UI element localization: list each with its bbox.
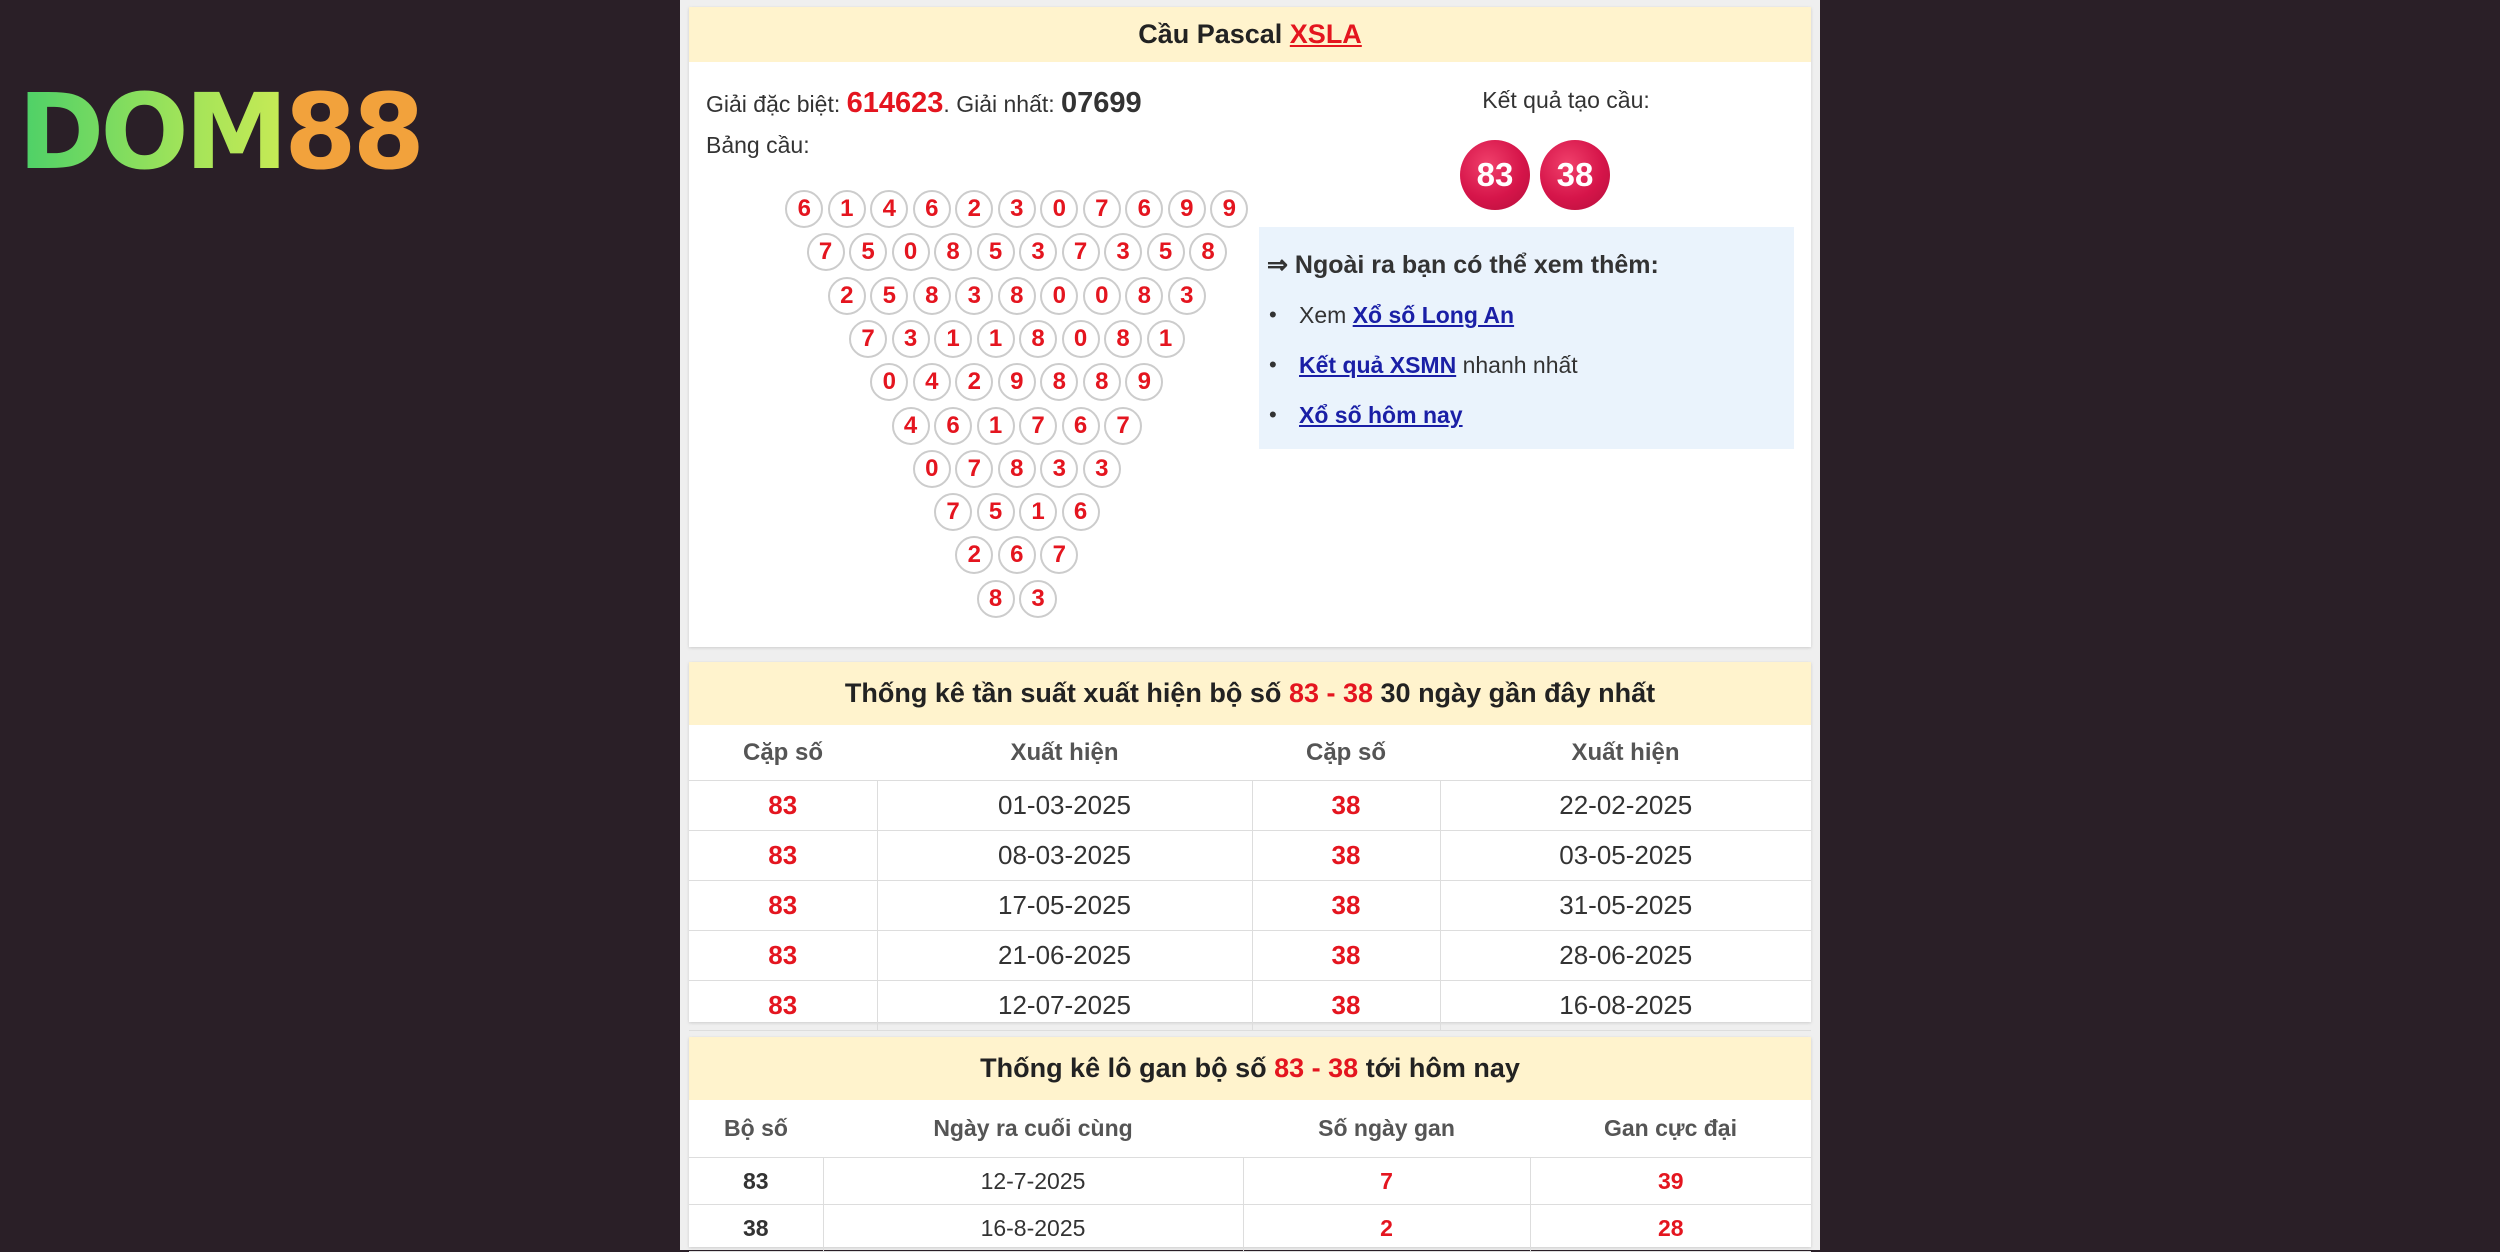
triangle-digit: 3 xyxy=(998,190,1036,228)
triangle-row xyxy=(807,233,1232,273)
result-ball: 83 xyxy=(1460,140,1530,210)
triangle-digit: 8 xyxy=(1104,320,1142,358)
column-header: Gan cực đại xyxy=(1530,1100,1811,1158)
see-more-box xyxy=(1259,227,1794,449)
triangle-digit: 9 xyxy=(1125,363,1163,401)
page-content xyxy=(680,0,1820,1250)
see-more-item xyxy=(1267,397,1578,447)
triangle-digit: 8 xyxy=(1125,277,1163,315)
triangle-digit: 8 xyxy=(1189,233,1227,271)
triangle-digit: 7 xyxy=(1062,233,1100,271)
triangle-digit: 9 xyxy=(1168,190,1206,228)
table-row xyxy=(689,781,1811,831)
frequency-title-suffix: 30 ngày gần đây nhất xyxy=(1380,678,1656,708)
triangle-digit: 7 xyxy=(934,493,972,531)
triangle-digit: 3 xyxy=(892,320,930,358)
triangle-row xyxy=(785,190,1253,230)
triangle-digit: 6 xyxy=(998,536,1036,574)
triangle-digit: 0 xyxy=(1040,277,1078,315)
frequency-title xyxy=(689,662,1811,725)
table-row xyxy=(689,1205,1811,1252)
gan-days-cell: 7 xyxy=(1243,1158,1530,1205)
xsla-link[interactable]: XSLA xyxy=(1289,19,1362,49)
first-prize-value: 07699 xyxy=(1061,87,1142,119)
triangle-digit: 6 xyxy=(913,190,951,228)
triangle-digit: 8 xyxy=(998,277,1036,315)
triangle-digit: 7 xyxy=(1104,407,1142,445)
triangle-digit: 7 xyxy=(1019,407,1057,445)
pascal-title xyxy=(689,7,1811,62)
column-header: Xuất hiện xyxy=(877,725,1252,781)
table-header-row xyxy=(689,1100,1811,1158)
table-row xyxy=(689,1158,1811,1205)
pascal-card xyxy=(689,7,1811,647)
pair-cell: 38 xyxy=(1252,781,1440,831)
pair-cell: 38 xyxy=(1252,831,1440,881)
triangle-digit: 9 xyxy=(998,363,1036,401)
triangle-digit: 0 xyxy=(892,233,930,271)
triangle-digit: 7 xyxy=(1083,190,1121,228)
gan-card xyxy=(689,1037,1811,1247)
triangle-digit: 9 xyxy=(1210,190,1248,228)
date-cell: 16-08-2025 xyxy=(1440,981,1811,1031)
pair-cell: 83 xyxy=(689,881,877,931)
gan-title-suffix: tới hôm nay xyxy=(1365,1053,1520,1083)
pair-cell: 83 xyxy=(689,831,877,881)
triangle-digit: 1 xyxy=(934,320,972,358)
triangle-digit: 5 xyxy=(977,493,1015,531)
xo-so-hom-nay-link[interactable]: Xổ số hôm nay xyxy=(1299,402,1463,428)
column-header: Cặp số xyxy=(689,725,877,781)
triangle-digit: 8 xyxy=(977,580,1015,618)
triangle-digit: 1 xyxy=(1019,493,1057,531)
table-row xyxy=(689,831,1811,881)
result-ball: 38 xyxy=(1540,140,1610,210)
triangle-digit: 8 xyxy=(1040,363,1078,401)
triangle-digit: 6 xyxy=(1062,407,1100,445)
triangle-digit: 3 xyxy=(1019,233,1057,271)
triangle-digit: 1 xyxy=(977,320,1015,358)
triangle-digit: 3 xyxy=(1019,580,1057,618)
triangle-row xyxy=(828,277,1211,317)
triangle-digit: 3 xyxy=(1040,450,1078,488)
xo-so-long-an-link[interactable]: Xổ số Long An xyxy=(1352,302,1515,328)
triangle-digit: 0 xyxy=(1040,190,1078,228)
triangle-digit: 8 xyxy=(934,233,972,271)
pair-cell: 38 xyxy=(689,1205,823,1252)
prize-line xyxy=(706,87,1142,120)
triangle-row xyxy=(913,450,1126,490)
see-more-item xyxy=(1267,297,1578,347)
see-more-prefix: Xem xyxy=(1299,302,1353,328)
triangle-digit: 2 xyxy=(955,190,993,228)
gan-table xyxy=(689,1100,1811,1252)
column-header: Bộ số xyxy=(689,1100,823,1158)
triangle-digit: 8 xyxy=(913,277,951,315)
triangle-digit: 3 xyxy=(1083,450,1121,488)
pair-cell: 38 xyxy=(1252,881,1440,931)
triangle-digit: 8 xyxy=(1083,363,1121,401)
gan-title-pair: 83 - 38 xyxy=(1274,1053,1359,1083)
ket-qua-xsmn-link[interactable]: Kết quả XSMN xyxy=(1299,352,1457,378)
triangle-digit: 7 xyxy=(955,450,993,488)
triangle-digit: 1 xyxy=(977,407,1015,445)
frequency-title-prefix: Thống kê tần suất xuất hiện bộ số xyxy=(844,678,1282,708)
pair-cell: 83 xyxy=(689,1158,823,1205)
column-header: Số ngày gan xyxy=(1243,1100,1530,1158)
triangle-digit: 6 xyxy=(785,190,823,228)
pair-cell: 38 xyxy=(1252,931,1440,981)
table-row xyxy=(689,981,1811,1031)
logo-text-dom: DOM xyxy=(18,71,285,193)
column-header: Xuất hiện xyxy=(1440,725,1811,781)
gan-title-prefix: Thống kê lô gan bộ số xyxy=(980,1053,1267,1083)
triangle-digit: 6 xyxy=(1062,493,1100,531)
result-label: Kết quả tạo cầu: xyxy=(1482,87,1650,113)
gan-title xyxy=(689,1037,1811,1100)
special-prize-label: Giải đặc biệt: xyxy=(706,91,841,117)
gan-days-cell: 2 xyxy=(1243,1205,1530,1252)
gan-max-cell: 39 xyxy=(1530,1158,1811,1205)
table-row xyxy=(689,881,1811,931)
triangle-digit: 5 xyxy=(1147,233,1185,271)
date-cell: 01-03-2025 xyxy=(877,781,1252,831)
triangle-row xyxy=(892,407,1147,447)
triangle-row xyxy=(934,493,1104,533)
first-prize-label: . Giải nhất: xyxy=(943,91,1055,117)
date-cell: 28-06-2025 xyxy=(1440,931,1811,981)
frequency-table xyxy=(689,725,1811,1031)
triangle-digit: 5 xyxy=(977,233,1015,271)
dom88-logo[interactable] xyxy=(18,71,421,193)
gan-max-cell: 28 xyxy=(1530,1205,1811,1252)
frequency-card xyxy=(689,662,1811,1022)
triangle-digit: 7 xyxy=(849,320,887,358)
date-cell: 22-02-2025 xyxy=(1440,781,1811,831)
triangle-digit: 7 xyxy=(1040,536,1078,574)
triangle-digit: 4 xyxy=(913,363,951,401)
triangle-digit: 3 xyxy=(1168,277,1206,315)
date-cell: 21-06-2025 xyxy=(877,931,1252,981)
date-cell: 31-05-2025 xyxy=(1440,881,1811,931)
pascal-title-text: Cầu Pascal xyxy=(1138,19,1283,49)
triangle-digit: 6 xyxy=(934,407,972,445)
pair-cell: 38 xyxy=(1252,981,1440,1031)
column-header: Ngày ra cuối cùng xyxy=(823,1100,1243,1158)
date-cell: 17-05-2025 xyxy=(877,881,1252,931)
triangle-digit: 3 xyxy=(1104,233,1142,271)
frequency-title-pair: 83 - 38 xyxy=(1288,678,1374,708)
triangle-digit: 2 xyxy=(955,536,993,574)
triangle-digit: 6 xyxy=(1125,190,1163,228)
logo-text-88: 88 xyxy=(284,71,421,193)
date-cell: 03-05-2025 xyxy=(1440,831,1811,881)
table-row xyxy=(689,931,1811,981)
triangle-digit: 0 xyxy=(913,450,951,488)
table-header-row xyxy=(689,725,1811,781)
column-header: Cặp số xyxy=(1252,725,1440,781)
triangle-digit: 5 xyxy=(849,233,887,271)
pair-cell: 83 xyxy=(689,931,877,981)
triangle-digit: 4 xyxy=(892,407,930,445)
triangle-digit: 8 xyxy=(998,450,1036,488)
triangle-digit: 2 xyxy=(955,363,993,401)
triangle-digit: 0 xyxy=(1062,320,1100,358)
triangle-digit: 2 xyxy=(828,277,866,315)
see-more-list xyxy=(1267,297,1578,447)
triangle-row xyxy=(870,363,1168,403)
pair-cell: 83 xyxy=(689,781,877,831)
triangle-digit: 0 xyxy=(1083,277,1121,315)
see-more-title: ⇒ Ngoài ra bạn có thể xem thêm: xyxy=(1267,251,1659,279)
triangle-row xyxy=(955,536,1083,576)
see-more-suffix: nhanh nhất xyxy=(1456,352,1578,378)
triangle-digit: 8 xyxy=(1019,320,1057,358)
last-date-cell: 16-8-2025 xyxy=(823,1205,1243,1252)
date-cell: 12-07-2025 xyxy=(877,981,1252,1031)
triangle-digit: 7 xyxy=(807,233,845,271)
triangle-digit: 0 xyxy=(870,363,908,401)
triangle-digit: 1 xyxy=(828,190,866,228)
triangle-row xyxy=(977,580,1062,620)
triangle-row xyxy=(849,320,1189,360)
triangle-digit: 1 xyxy=(1147,320,1185,358)
triangle-digit: 4 xyxy=(870,190,908,228)
see-more-item xyxy=(1267,347,1578,397)
date-cell: 08-03-2025 xyxy=(877,831,1252,881)
triangle-digit: 5 xyxy=(870,277,908,315)
pair-cell: 83 xyxy=(689,981,877,1031)
table-label: Bảng cầu: xyxy=(706,132,810,158)
triangle-digit: 3 xyxy=(955,277,993,315)
last-date-cell: 12-7-2025 xyxy=(823,1158,1243,1205)
special-prize-value: 614623 xyxy=(846,87,944,119)
